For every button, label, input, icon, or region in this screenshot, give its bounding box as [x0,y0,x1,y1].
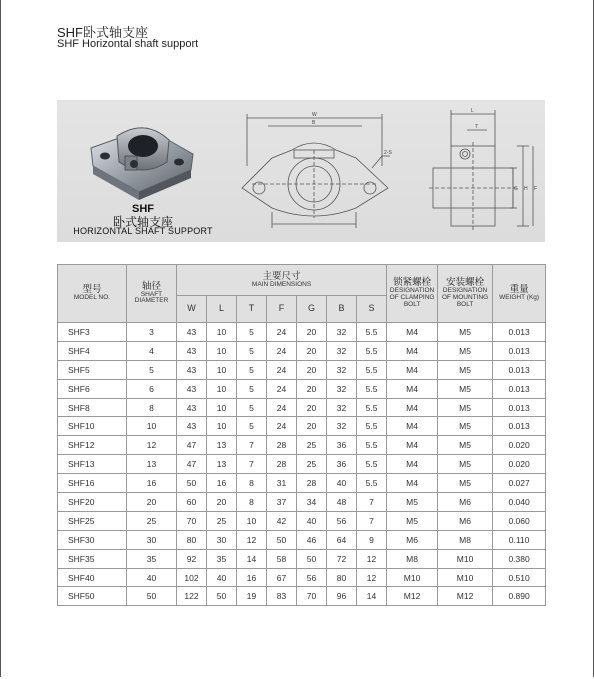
table-cell: 0.380 [493,549,546,568]
table-cell: 25 [297,455,327,474]
table-cell: 0.013 [493,398,546,417]
table-cell: 8 [127,398,177,417]
table-cell: 20 [297,417,327,436]
table-cell: 10 [207,417,237,436]
table-cell: 24 [267,398,297,417]
header-clamping-bolt: 锁紧螺栓 DESIGNATION OF CLAMPING BOLT [387,265,438,323]
table-cell: 43 [177,360,207,379]
model-cell: SHF5 [58,360,127,379]
table-cell: 12 [357,568,387,587]
table-cell: 20 [297,323,327,342]
table-cell: M8 [438,530,493,549]
table-cell: 5 [237,341,267,360]
table-cell: 5.5 [357,379,387,398]
table-cell: 7 [237,436,267,455]
table-cell: 40 [207,568,237,587]
table-cell: 50 [177,474,207,493]
table-cell: 47 [177,455,207,474]
table-cell: M6 [438,511,493,530]
table-row [58,530,546,549]
model-cell: SHF20 [58,493,127,512]
header-mounting-bolt: 安装螺栓 DESIGNATION OF MOUNTING BOLT [438,265,493,323]
model-cell: SHF4 [58,341,127,360]
product-photo [87,118,197,200]
header-l: L [207,296,237,323]
spec-table-body [58,323,546,606]
table-cell: 122 [177,587,207,606]
table-cell: 13 [207,455,237,474]
table-cell: 0.013 [493,341,546,360]
table-cell: 0.013 [493,323,546,342]
table-cell: 10 [207,323,237,342]
table-cell: M6 [438,493,493,512]
table-cell: 3 [127,323,177,342]
table-cell: 20 [297,360,327,379]
table-cell: 14 [357,587,387,606]
table-cell: 5.5 [357,323,387,342]
label-l: L [471,108,474,114]
model-cell: SHF50 [58,587,127,606]
table-cell: 46 [297,530,327,549]
table-cell: 10 [127,417,177,436]
table-cell: 35 [207,549,237,568]
table-cell: 5 [127,360,177,379]
table-cell: M10 [387,568,438,587]
table-cell: 36 [327,436,357,455]
table-cell: 32 [327,379,357,398]
table-cell: M5 [387,493,438,512]
model-cell: SHF35 [58,549,127,568]
table-cell: 80 [177,530,207,549]
table-cell: 25 [297,436,327,455]
table-cell: 67 [267,568,297,587]
table-cell: 0.060 [493,511,546,530]
table-cell: M4 [387,436,438,455]
model-cell: SHF10 [58,417,127,436]
table-cell: 4 [127,341,177,360]
table-cell: 72 [327,549,357,568]
table-cell: 5 [237,417,267,436]
table-cell: 48 [327,493,357,512]
table-cell: 16 [237,568,267,587]
table-cell: 20 [297,379,327,398]
table-row [58,360,546,379]
table-cell: 13 [207,436,237,455]
table-cell: 0.013 [493,379,546,398]
table-cell: 10 [207,341,237,360]
header-shaft-diameter: 轴径 SHAFT DIAMETER [127,265,177,323]
table-cell: 40 [127,568,177,587]
table-cell: 10 [207,379,237,398]
table-cell: 20 [127,493,177,512]
page-title-cn: SHF卧式轴支座 [57,25,149,40]
table-cell: 34 [297,493,327,512]
table-cell: 37 [267,493,297,512]
table-row [58,379,546,398]
table-row [58,587,546,606]
table-cell: 70 [177,511,207,530]
header-w: W [177,296,207,323]
header-f: F [267,296,297,323]
table-cell: 24 [267,417,297,436]
model-cell: SHF16 [58,474,127,493]
label-t: T [475,124,479,130]
table-cell: 5.5 [357,398,387,417]
product-name-en: HORIZONTAL SHAFT SUPPORT [73,226,213,236]
table-cell: M6 [387,530,438,549]
table-cell: 8 [237,474,267,493]
table-cell: M5 [438,474,493,493]
table-cell: 35 [127,549,177,568]
table-cell: M4 [387,341,438,360]
table-cell: M4 [387,323,438,342]
table-cell: 6 [127,379,177,398]
table-cell: 5.5 [357,436,387,455]
table-cell: 10 [207,398,237,417]
table-cell: 50 [267,530,297,549]
header-b: B [327,296,357,323]
table-cell: 32 [327,360,357,379]
table-cell: 42 [267,511,297,530]
table-cell: 0.013 [493,417,546,436]
label-2s: 2-S [384,150,392,156]
table-cell: 7 [237,455,267,474]
table-cell: 24 [267,341,297,360]
label-b: B [312,120,316,126]
table-cell: 19 [237,587,267,606]
table-cell: 24 [267,379,297,398]
table-cell: M4 [387,474,438,493]
model-cell: SHF12 [58,436,127,455]
table-cell: 32 [327,417,357,436]
table-cell: 5.5 [357,360,387,379]
table-cell: 20 [297,398,327,417]
table-cell: 7 [357,493,387,512]
spec-table [57,264,546,606]
table-cell: 5 [237,360,267,379]
table-cell: M10 [438,568,493,587]
table-row [58,323,546,342]
model-cell: SHF6 [58,379,127,398]
table-cell: 13 [127,455,177,474]
table-cell: 83 [267,587,297,606]
page-title-en: SHF Horizontal shaft support [57,38,199,50]
table-cell: M12 [438,587,493,606]
table-cell: 36 [327,455,357,474]
table-cell: 9 [357,530,387,549]
table-cell: 56 [327,511,357,530]
table-cell: 24 [267,360,297,379]
table-cell: 32 [327,323,357,342]
table-cell: 7 [357,511,387,530]
table-cell: M4 [387,398,438,417]
model-cell: SHF30 [58,530,127,549]
model-cell: SHF40 [58,568,127,587]
table-cell: 20 [207,493,237,512]
table-cell: 0.020 [493,455,546,474]
table-cell: M5 [387,511,438,530]
table-cell: 58 [267,549,297,568]
product-name-cn: 卧式轴支座 [112,215,173,229]
model-cell: SHF8 [58,398,127,417]
table-cell: 70 [297,587,327,606]
table-cell: M10 [438,549,493,568]
table-cell: 50 [297,549,327,568]
table-cell: 5 [237,323,267,342]
table-row [58,417,546,436]
table-cell: M5 [438,323,493,342]
table-cell: 56 [297,568,327,587]
table-cell: 5 [237,379,267,398]
header-weight: 重量 WEIGHT (Kg) [493,265,546,323]
table-cell: 43 [177,417,207,436]
table-cell: 16 [207,474,237,493]
table-cell: M5 [438,360,493,379]
table-cell: 12 [237,530,267,549]
table-cell: 43 [177,341,207,360]
table-cell: 12 [127,436,177,455]
table-cell: 0.013 [493,360,546,379]
table-cell: M8 [387,549,438,568]
table-cell: 40 [327,474,357,493]
table-cell: 43 [177,323,207,342]
table-cell: 0.020 [493,436,546,455]
table-cell: 32 [327,341,357,360]
table-cell: 16 [127,474,177,493]
table-cell: 30 [207,530,237,549]
model-cell: SHF13 [58,455,127,474]
table-cell: M5 [438,398,493,417]
table-cell: M5 [438,341,493,360]
table-cell: 8 [237,493,267,512]
table-cell: 80 [327,568,357,587]
header-main-dimensions: 主要尺寸 MAIN DIMENSIONS [177,265,387,296]
label-h: H [524,186,528,192]
header-g: G [297,296,327,323]
table-cell: 28 [267,436,297,455]
table-cell: 12 [357,549,387,568]
table-cell: 14 [237,549,267,568]
side-view-drawing [425,106,545,236]
table-cell: 10 [237,511,267,530]
table-cell: 0.110 [493,530,546,549]
table-cell: M5 [438,379,493,398]
table-cell: 20 [297,341,327,360]
header-t: T [237,296,267,323]
header-s: S [357,296,387,323]
table-row [58,455,546,474]
table-cell: 31 [267,474,297,493]
table-cell: 50 [207,587,237,606]
table-cell: 43 [177,398,207,417]
table-cell: 10 [207,360,237,379]
table-cell: 43 [177,379,207,398]
table-cell: M4 [387,379,438,398]
table-cell: 0.890 [493,587,546,606]
table-row [58,549,546,568]
table-cell: 24 [267,323,297,342]
product-name: SHF [132,203,154,215]
label-g: G [514,186,518,192]
table-cell: 5 [237,398,267,417]
table-cell: 102 [177,568,207,587]
table-cell: M4 [387,360,438,379]
model-cell: SHF3 [58,323,127,342]
table-cell: 5.5 [357,417,387,436]
table-cell: 28 [267,455,297,474]
table-cell: 30 [127,530,177,549]
table-row [58,474,546,493]
product-banner [57,100,545,242]
table-cell: 0.040 [493,493,546,512]
label-w: W [312,112,317,118]
table-cell: M5 [438,417,493,436]
table-row [58,493,546,512]
front-view-drawing [232,106,412,236]
table-cell: 32 [327,398,357,417]
table-cell: M4 [387,455,438,474]
header-model: 型号 MODEL NO. [58,265,127,323]
table-cell: M5 [438,455,493,474]
table-cell: 5.5 [357,455,387,474]
table-cell: 28 [297,474,327,493]
table-cell: 0.027 [493,474,546,493]
table-cell: 25 [207,511,237,530]
table-cell: 96 [327,587,357,606]
table-row [58,511,546,530]
table-cell: 92 [177,549,207,568]
table-cell: 50 [127,587,177,606]
table-row [58,398,546,417]
table-cell: 60 [177,493,207,512]
model-cell: SHF25 [58,511,127,530]
table-cell: 40 [297,511,327,530]
table-cell: 0.510 [493,568,546,587]
label-f: F [534,186,538,192]
table-row [58,341,546,360]
table-cell: 25 [127,511,177,530]
table-cell: 47 [177,436,207,455]
table-cell: 5.5 [357,474,387,493]
table-cell: M12 [387,587,438,606]
table-row [58,436,546,455]
table-row [58,568,546,587]
table-cell: M4 [387,417,438,436]
table-cell: M5 [438,436,493,455]
table-cell: 5.5 [357,341,387,360]
table-cell: 64 [327,530,357,549]
